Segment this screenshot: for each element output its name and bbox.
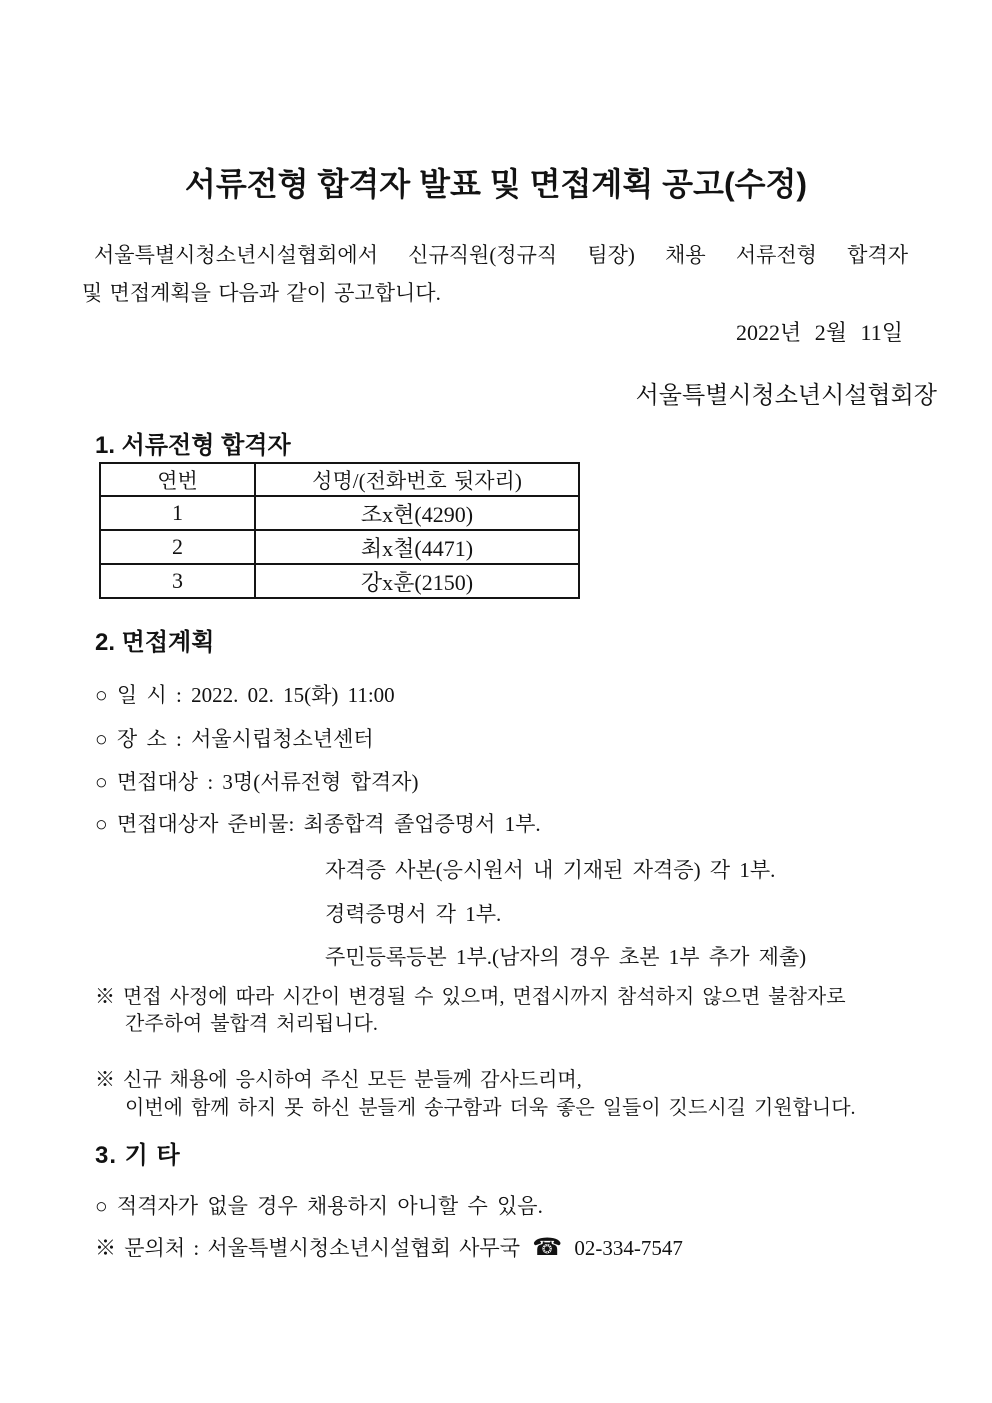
table-header-row [100, 463, 579, 496]
materials-line-3: 경력증명서 각 1부. [325, 902, 502, 926]
cell-name: 최x철(4471) [255, 530, 579, 564]
note-1-line-2: 간주하여 불합격 처리됩니다. [125, 1013, 378, 1035]
signature-org: 서울특별시청소년시설협회장 [635, 383, 937, 409]
interview-subjects: ○ 면접대상 : 3명(서류전형 합격자) [95, 770, 419, 794]
intro-paragraph [82, 236, 908, 312]
contact-line [95, 1233, 683, 1263]
interview-place: ○ 장 소 : 서울시립청소년센터 [95, 727, 374, 751]
interview-materials: ○ 면접대상자 준비물: 최종합격 졸업증명서 1부. [95, 812, 541, 836]
cell-no: 1 [100, 496, 255, 530]
header-no: 연번 [100, 463, 255, 496]
announcement-date: 2022년 2월 11일 [736, 320, 903, 345]
contact-label: ※ 문의처 : 서울특별시청소년시설협회 사무국 [95, 1236, 520, 1260]
section-1-heading: 1. 서류전형 합격자 [95, 432, 291, 459]
cell-name: 조x현(4290) [255, 496, 579, 530]
note-1-line-1: ※ 면접 사정에 따라 시간이 변경될 수 있으며, 면접시까지 참석하지 않으면 불참자로 [95, 986, 846, 1008]
cell-no: 3 [100, 564, 255, 598]
cell-name: 강x훈(2150) [255, 564, 579, 598]
cell-no: 2 [100, 530, 255, 564]
interview-datetime: ○ 일 시 : 2022. 02. 15(화) 11:00 [95, 683, 395, 707]
materials-line-2: 자격증 사본(응시원서 내 기재된 자격증) 각 1부. [325, 858, 776, 882]
table-row [100, 530, 579, 564]
section-2-heading: 2. 면접계획 [95, 629, 215, 656]
intro-line-1: 서울특별시청소년시설협회에서 신규직원(정규직 팀장) 채용 서류전형 합격자 [94, 243, 908, 267]
note-2-line-2: 이번에 함께 하지 못 하신 분들게 송구함과 더욱 좋은 일들이 깃드시길 기원합니다. [125, 1097, 856, 1119]
contact-phone-number: 02-334-7547 [574, 1236, 683, 1260]
section-3-heading: 3. 기 타 [95, 1142, 181, 1169]
table-row [100, 496, 579, 530]
applicants-table [99, 462, 580, 599]
header-name: 성명/(전화번호 뒷자리) [255, 463, 579, 496]
table-row [100, 564, 579, 598]
phone-icon: ☎ [532, 1235, 563, 1261]
materials-line-4: 주민등록등본 1부.(남자의 경우 초본 1부 추가 제출) [325, 945, 807, 969]
note-2-line-1: ※ 신규 채용에 응시하여 주신 모든 분들께 감사드리며, [95, 1069, 582, 1091]
page-title: 서류전형 합격자 발표 및 면접계획 공고(수정) [184, 166, 808, 202]
intro-line-2: 및 면접계획을 다음과 같이 공고합니다. [82, 281, 441, 305]
etc-item: ○ 적격자가 없을 경우 채용하지 아니할 수 있음. [95, 1194, 543, 1218]
